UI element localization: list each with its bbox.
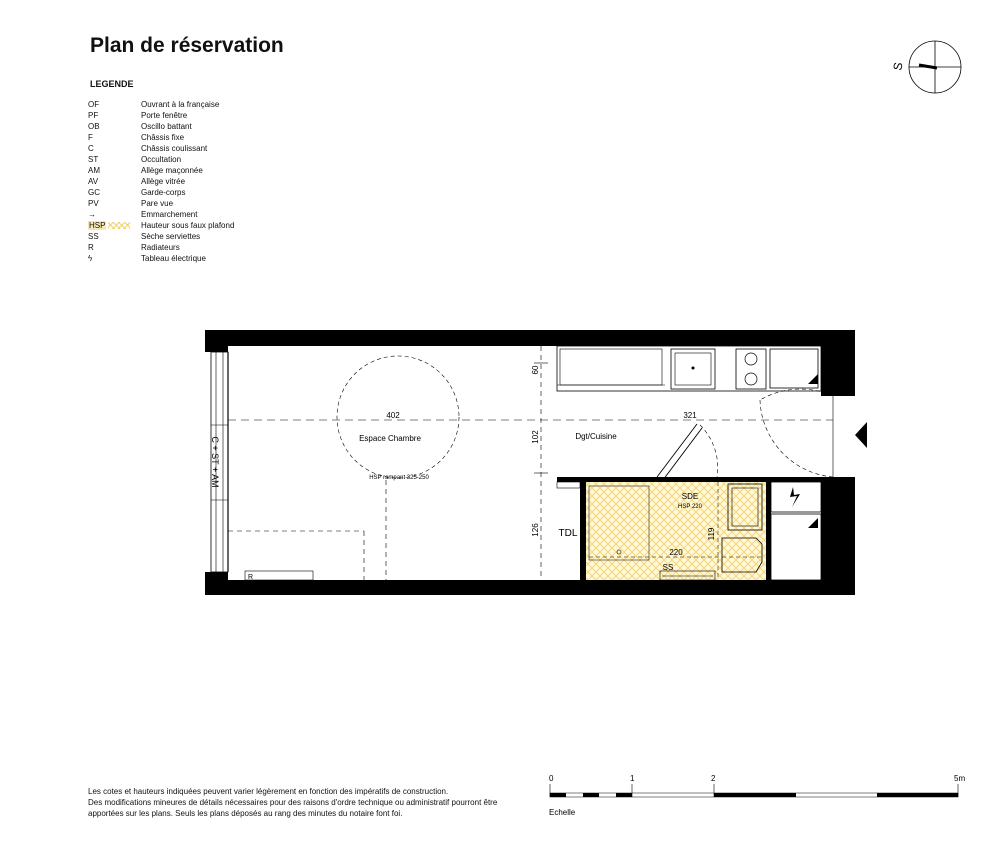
room-label-cuisine: Dgt/Cuisine xyxy=(575,432,617,441)
legend-code: AV xyxy=(88,177,99,186)
legend-heading: LEGENDE xyxy=(90,79,134,89)
disclaimer-line: Les cotes et hauteurs indiquées peuvent varier légèrement en fonction des impératifs de construction. xyxy=(88,787,449,796)
dim-kitchen-depth: 60 xyxy=(531,365,540,375)
dim-tdl-depth: 126 xyxy=(531,523,540,537)
legend-code: PF xyxy=(88,111,99,120)
legend-code: PV xyxy=(88,199,99,208)
legend-code: HSP xyxy=(89,221,106,230)
ss-label: SS xyxy=(662,563,674,572)
legend-description: Châssis coulissant xyxy=(141,144,208,153)
dim-cuisine-length: 321 xyxy=(683,411,697,420)
disclaimer-line: Des modifications mineures de détails nécessaires pour des raisons d'ordre technique ou administratif pourront être xyxy=(88,798,498,807)
legend-code: ϟ xyxy=(88,254,93,263)
legend-code: AM xyxy=(88,166,100,175)
scale-tick-label: 2 xyxy=(711,774,716,783)
room-label-sde-hsp: HSP 220 xyxy=(678,504,702,510)
legend-description: Porte fenêtre xyxy=(141,111,188,120)
scale-tick-label: 0 xyxy=(549,774,554,783)
legend-code: OF xyxy=(88,100,100,109)
legend-description: Radiateurs xyxy=(141,243,180,252)
radiator-label: R xyxy=(248,574,254,581)
legend-code: OB xyxy=(88,122,100,131)
legend-description: Occultation xyxy=(141,155,182,164)
facade-label: C + ST + AM xyxy=(210,436,220,488)
legend-description: Oscillo battant xyxy=(141,122,192,131)
tdl-label: TDL xyxy=(558,528,578,539)
room-label-chambre: Espace Chambre xyxy=(359,434,421,443)
scale-tick-label: 1 xyxy=(630,774,635,783)
legend-description: Châssis fixe xyxy=(141,133,185,142)
legend-description: Hauteur sous faux plafond xyxy=(141,221,235,230)
legend-code: GC xyxy=(88,188,100,197)
legend-description: Garde-corps xyxy=(141,188,186,197)
legend-code: SS xyxy=(88,232,99,241)
scale-label: Echelle xyxy=(549,808,576,817)
dim-sde-depth: 119 xyxy=(707,527,716,541)
dim-passage-width: 102 xyxy=(531,430,540,444)
legend-description: Allège maçonnée xyxy=(141,166,203,175)
legend-code: ST xyxy=(88,155,99,164)
page-title: Plan de réservation xyxy=(90,34,284,57)
legend-description: Pare vue xyxy=(141,199,174,208)
room-label-sde: SDE xyxy=(681,492,699,501)
legend-description: Allège vitrée xyxy=(141,177,186,186)
disclaimer-line: apportées sur les plans. Seuls les plans déposés au rang des minutes du notaire font foi. xyxy=(88,809,403,818)
legend-code: F xyxy=(88,133,93,142)
scale-tick-label: 5m xyxy=(954,774,966,783)
legend-code: C xyxy=(88,144,94,153)
legend-code: → xyxy=(88,210,96,219)
compass-south-label: S xyxy=(890,61,906,72)
room-label-chambre-hsp: HSP rampant 325-250 xyxy=(369,475,429,481)
dim-chambre-length: 402 xyxy=(386,411,400,420)
legend-code: R xyxy=(88,243,94,252)
legend-description: Sèche serviettes xyxy=(141,232,201,241)
legend-description: Ouvrant à la française xyxy=(141,100,220,109)
legend-description: Tableau électrique xyxy=(141,254,206,263)
dim-sde-width: 220 xyxy=(669,548,683,557)
legend-description: Emmarchement xyxy=(141,210,198,219)
